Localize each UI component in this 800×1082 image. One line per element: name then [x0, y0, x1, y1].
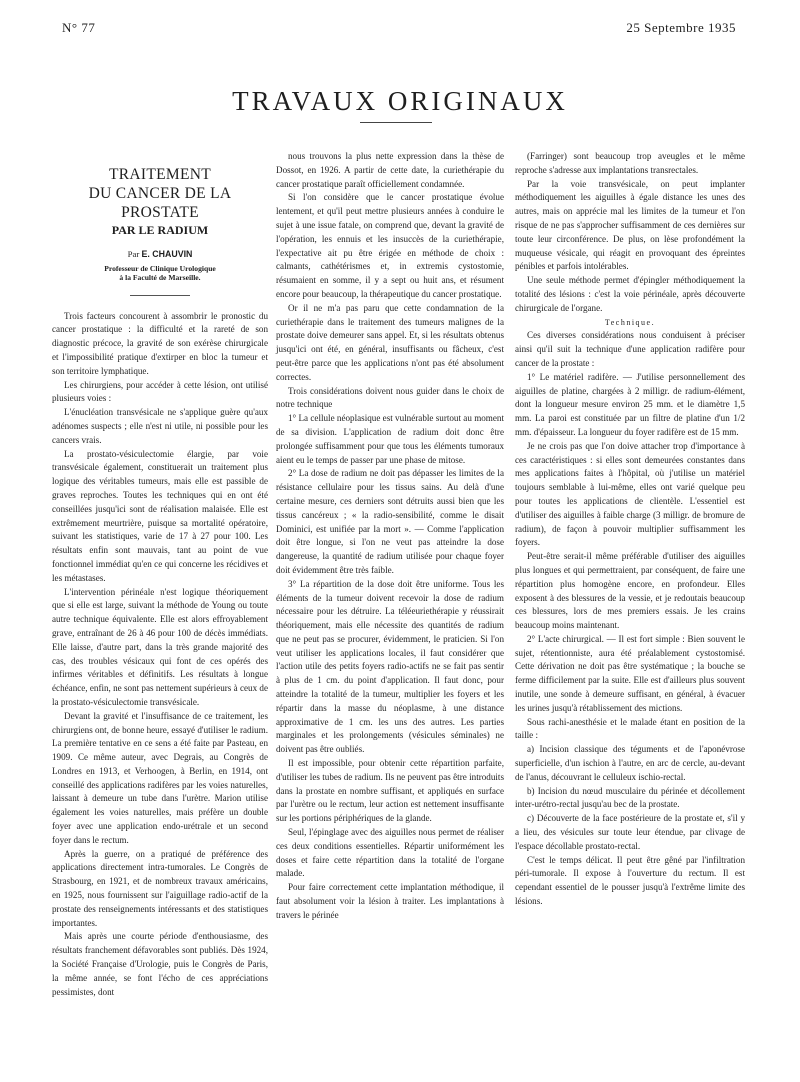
paragraph: 1° Le matériel radifère. — J'utilise personnellement des aiguilles de platine, chargées à 2 milligr. de radium-élément, dont la longueur mesure environ 25 mm. et le diamètre 1,5 mm. La paroi est constituée par un filtre de platine d'un 1/2 mm. d'épaisseur. La longueur du foyer radifère est de 15 mm. [515, 371, 745, 437]
paragraph: Trois considérations doivent nous guider dans le choix de notre technique [276, 385, 504, 410]
article-title [52, 165, 268, 222]
paragraph: Après la guerre, on a pratiqué de préférence des applications directement intra-tumorales. Le Congrès de Strasbourg, en 1921, et de nombreux travaux américains, en 1925, nous fournissent sur l'aiguillage radio-actif de la prostate des renseignements intéressants et des statistiques importantes. [52, 848, 268, 928]
paragraph: Les chirurgiens, pour accéder à cette lésion, ont utilisé plusieurs voies : [52, 379, 268, 404]
column-1 [52, 157, 268, 999]
column-2 [276, 150, 504, 923]
author-divider [130, 295, 190, 296]
column-1-body [52, 310, 268, 1000]
article-title-line-2: DU CANCER DE LA PROSTATE [88, 185, 232, 221]
paragraph: nous trouvons la plus nette expression dans la thèse de Dossot, en 1926. A partir de cette date, la curiethérapie du cancer prostatique paraît officiellement condamnée. [276, 151, 504, 189]
author-name: E. CHAUVIN [141, 248, 193, 259]
paragraph: a) Incision classique des téguments et de l'aponévrose superficielle, d'un ischion à l'autre, en arc de cercle, au-devant de l'anus, découvrant le celluleux ischio-rectal. [515, 744, 745, 782]
column-3-body-top [515, 150, 745, 316]
paragraph: Ces diverses considérations nous conduisent à préciser ainsi qu'il suit la technique d'une application radifère pour cancer de la prostate : [515, 330, 745, 368]
paragraph: 2° L'acte chirurgical. — Il est fort simple : Bien souvent le sujet, rétentionniste, aura été préalablement cystostomisé. Cette dérivation ne doit pas être systématique ; la bouche se ferme difficilement par la suite. Elle est d'ailleurs plus souvent inutile, une sonde à demeure suffisant, en général, à évacuer les urines jusqu'à rétablissement des mictions. [515, 633, 745, 713]
paragraph: c) Découverte de la face postérieure de la prostate et, s'il y a lieu, des vésicules sur toute leur étendue, par clivage de l'espace décollable prostato-rectal. [515, 813, 745, 851]
paragraph: (Farringer) sont beaucoup trop aveugles et le même reproche s'adresse aux implantations transrectales. [515, 151, 745, 175]
author-prefix: Par [127, 248, 140, 259]
paragraph: 2° La dose de radium ne doit pas dépasser les limites de la résistance cellulaire pour les tissus sains. Au delà d'une certaine mesure, ces derniers sont détruits aussi bien que les tissus cancéreux ; « la radio-sensibilité, comme le disait Dominici, est unifiée par la mort ». — Comme l'application doit être longue, si l'on ne veut pas atteindre la dose dangereuse, la quantité de radium utilisée pour chaque foyer doit évidemment être très faible. [276, 468, 504, 575]
paragraph: Pour faire correctement cette implantation méthodique, il faut absolument voir la lésion à traiter. Les implantations à travers le périnée [276, 882, 504, 920]
paragraph: Il est impossible, pour obtenir cette répartition parfaite, d'utiliser les tubes de radium. Ils ne peuvent pas être introduits dans la prostate en nombre suffisant, et appliqués en surface par l'urètre ou le rectum, leur action est nettement insuffisante sur les portions périphériques de la glande. [276, 758, 504, 824]
column-3 [515, 150, 745, 909]
column-3-body-bottom [515, 329, 745, 908]
paragraph: Seul, l'épinglage avec des aiguilles nous permet de réaliser ces deux conditions essentielles. Répartir uniformément les doses et faire cette répartition dans la totalité de l'organe malade. [276, 827, 504, 879]
paragraph: Je ne crois pas que l'on doive attacher trop d'importance à ces caractéristiques : si elles sont demeurées constantes dans mes applications faites à l'hôpital, où j'utilise un matériel toujours semblable à lui-même, elles ont varié quelque peu pour toutes les applications de clientèle. L'essentiel est d'utiliser des aiguilles à faible charge (3 milligr. de bromure de radium), de façon à pouvoir multiplier suffisamment les foyers. [515, 440, 745, 548]
paragraph: C'est le temps délicat. Il peut être gêné par l'infiltration péri-tumorale. Il expose à l'ouverture du rectum. Il est cependant essentiel de le pousser jusqu'à l'extrême limite des lésions. [515, 854, 745, 907]
paragraph: Devant la gravité et l'insuffisance de ce traitement, les chirurgiens ont, de bonne heure, essayé d'utiliser le radium. La première tentative en ce sens a été faite par Pasteau, en 1909. Ce même auteur, avec Degrais, au Congrès de Londres en 1913, et Verhoogen, à Berlin, en 1914, ont conseillé des applications radifères par les voies naturelles, laissant à demeure un tube dans l'urètre. Marion utilise également les voies naturelles, mais préfère un double foyer avec une application endo-urétrale et un second foyer dans le rectum. [52, 710, 268, 845]
paragraph: 3° La répartition de la dose doit être uniforme. Tous les éléments de la tumeur doivent recevoir la dose de radium nécessaire pour les détruire. La téléeuriethérapie y réussirait théoriquement, mais elle nécessite des quantités de radium que ne peut pas se procurer, évidemment, le praticien. Si l'on veut utiliser les applications locales, il faut considérer que l'action utile des petits foyers radio-actifs ne se fait pas sentir à plus de 1 cm. du point d'application. Il faut donc, pour atteindre la totalité de la tumeur, multiplier les foyers et les répartir dans la masse du néoplasme, à une distance approximative de 1 cm. les uns des autres. Les parties marginales et les prolongements (vésicules séminales) ne doivent pas être oubliés. [276, 578, 504, 755]
author-line [52, 248, 268, 262]
paragraph: Si l'on considère que le cancer prostatique évolue lentement, et qu'il peut mettre plusieurs années à conduire le sujet à une issue fatale, on comprend que, devant la gravité de l'opération, les ennuis et les insuccès de la curiethérapie, l'expectative ait pu être érigée en méthode de choix : calmants, cathétérismes et, in extremis cystostomie, résumaient en somme, il y a sept ou huit ans, et résument encore pour beaucoup, la thérapeutique du cancer prostatique. [276, 192, 504, 299]
article-title-line-1: TRAITEMENT [108, 166, 211, 183]
paragraph: 1° La cellule néoplasique est vulnérable surtout au moment de sa division. L'application de radium doit donc être prolongée suffisamment pour que tous les éléments tumoraux aient eu le temps de passer par une phase de mitose. [276, 413, 504, 465]
issue-date: 25 Septembre 1935 [626, 20, 736, 35]
affiliation-line-2: à la Faculté de Marseille. [119, 273, 201, 283]
paragraph: Par la voie transvésicale, on peut implanter méthodiquement les aiguilles à égale distance les unes des autres, mais on apprécie mal les limites de la tumeur et l'on risque de ne pas s'approcher suffisamment de ces dernières sur toute leur circonférence. De plus, on lèse profondément la muqueuse vésicale, qui réagit en provoquant des épreintes pénibles et parfois intolérables. [515, 178, 745, 272]
author-affiliation [52, 264, 268, 283]
technique-heading: Technique. [604, 317, 656, 327]
paragraph: Peut-être serait-il même préférable d'utiliser des aiguilles plus longues et qui permettraient, par conséquent, de faire une répartition plus homogène encore, en profondeur. Elles exposent à des blessures de la vessie, et je redoutais beaucoup ces blessures, lors de mes premiers essais. Je les crains beaucoup moins maintenant. [515, 551, 745, 631]
paragraph: Une seule méthode permet d'épingler méthodiquement la totalité des lésions : c'est la voie périnéale, après découverte chirurgicale de l'organe. [515, 275, 745, 313]
paragraph: La prostato-vésiculectomie élargie, par voie transvésicale également, constituerait un traitement plus logique des véritables tumeurs, mais elle est passible de graves reproches. Toutes les techniques qui en ont été conseillées jusqu'ici sont de réalisation malaisée. Elle est extrêmement meurtrière, puisque sa mortalité opératoire, suivant les statistiques, varie de 17 à 27 pour 100. Les résultats enfin sont mauvais, tant au point de vue fonctionnel immédiat qu'en ce qui concerne les récidives et les métastases. [52, 448, 268, 583]
paragraph: L'intervention périnéale n'est logique théoriquement que si elle est large, suivant la méthode de Young ou toute autre technique équivalente. Elle est alors effroyablement grave, entraînant de 26 à 46 pour 100 de décès immédiats. Elle laisse, d'autre part, dans la très grande majorité des cas, des troubles vésicaux qui font de ces opérés des infirmes véritables et définitifs. Les résultats à longue échéance, enfin, ne sont pas nettement supérieurs à ceux de la prostato-vésiculectomie transvésicale. [52, 586, 268, 707]
issue-number: N° 77 [62, 20, 96, 35]
paragraph: Or il ne m'a pas paru que cette condamnation de la curiethérapie dans le traitement des tumeurs malignes de la prostate doive demeurer sans appel. Et, si les résultats obtenus jusqu'ici ont été, en général, insuffisants ou fâcheux, c'est peut-être parce que les applications n'ont pas été absolument correctes. [276, 302, 504, 382]
article-subtitle: PAR LE RADIUM [111, 223, 209, 237]
paragraph: Sous rachi-anesthésie et le malade étant en position de la taille : [515, 716, 745, 741]
affiliation-line-1: Professeur de Clinique Urologique [104, 263, 216, 273]
title-divider [360, 122, 432, 123]
paragraph: L'énucléation transvésicale ne s'applique guère qu'aux adénomes suspects ; elle n'est ni utile, ni possible pour les cancers vrais. [52, 407, 268, 445]
column-2-body [276, 150, 504, 923]
paragraph: Mais après une courte période d'enthousiasme, des résultats franchement défavorables sont publiés. Dès 1924, la Société Française d'Urologie, puis le Congrès de Paris, la même année, se font l'écho de ces appréciations pessimistes, dont [52, 931, 268, 997]
section-title: TRAVAUX ORIGINAUX [232, 86, 568, 116]
paragraph: Trois facteurs concourent à assombrir le pronostic du cancer prostatique : la difficulté et la rareté de son diagnostic précoce, la gravité de son exérèse chirurgicale et l'impossibilité pratique d'extirper en bloc la tumeur et son territoire lymphatique. [52, 310, 268, 376]
paragraph: b) Incision du nœud musculaire du périnée et décollement inter-urétro-rectal jusqu'au bec de la prostate. [515, 785, 745, 810]
